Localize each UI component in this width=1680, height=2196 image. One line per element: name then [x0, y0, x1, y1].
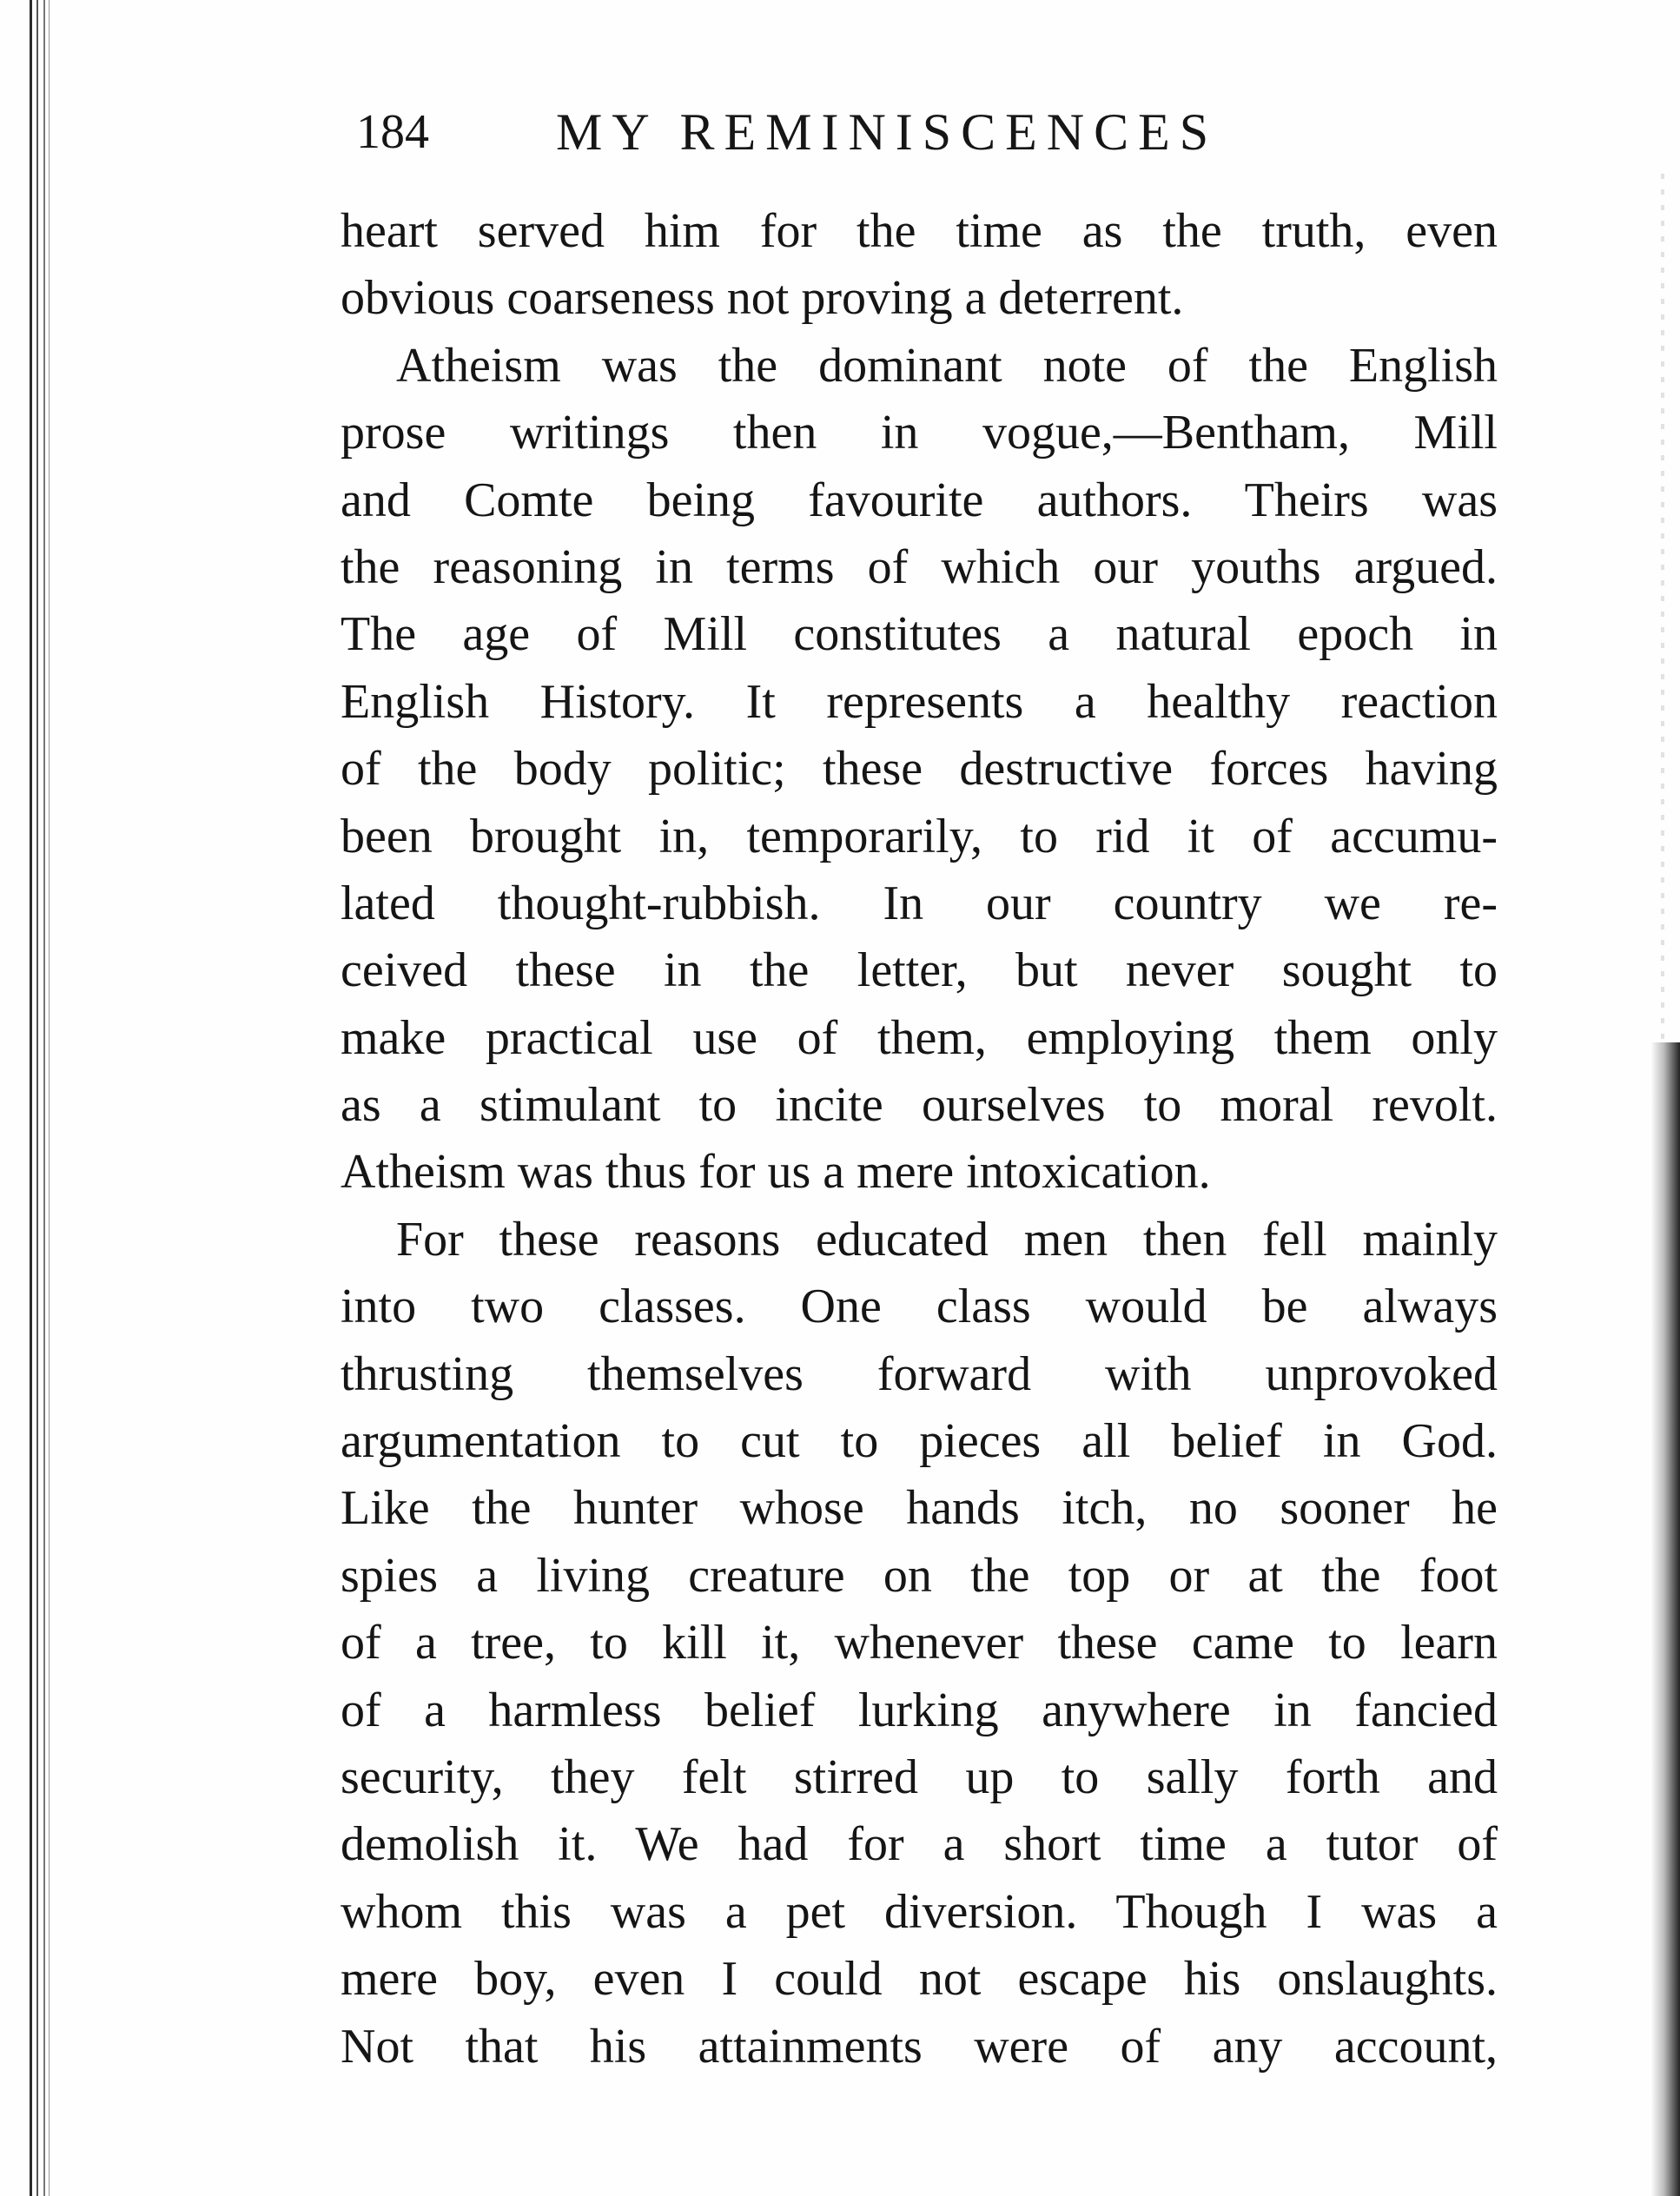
text-line: security, they felt stirred up to sally forth and [341, 1750, 1498, 1804]
text-line: of a harmless belief lurking anywhere in fancied [341, 1683, 1498, 1737]
text-line: Not that his attainments were of any account, [341, 2019, 1498, 2074]
text-line: The age of Mill constitutes a natural epoch in [341, 607, 1498, 662]
text-line: Like the hunter whose hands itch, no sooner he [341, 1481, 1498, 1536]
page-number: 184 [356, 105, 429, 159]
running-head: MY REMINISCENCES [556, 103, 1219, 161]
text-line: of a tree, to kill it, whenever these came to learn [341, 1616, 1498, 1670]
text-line: obvious coarseness not proving a deterrent. [341, 271, 1184, 326]
text-line: argumentation to cut to pieces all belief in God. [341, 1414, 1498, 1469]
binding-line [43, 0, 45, 2196]
text-line: lated thought-rubbish. In our country we re- [341, 876, 1498, 930]
body-text [341, 198, 1498, 2080]
next-page-edge-shadow [1650, 1042, 1680, 2196]
text-line: demolish it. We had for a short time a tutor of [341, 1817, 1498, 1872]
text-line: Atheism was the dominant note of the English [396, 338, 1498, 393]
text-line: as a stimulant to incite ourselves to moral revolt. [341, 1078, 1498, 1133]
text-line: heart served him for the time as the truth, even [341, 204, 1498, 258]
text-line: thrusting themselves forward with unprovoked [341, 1346, 1498, 1401]
text-line: make practical use of them, employing them only [341, 1010, 1498, 1065]
text-line: mere boy, even I could not escape his onslaughts. [341, 1952, 1498, 2007]
page-edge-speckle [1661, 174, 1664, 1042]
text-line: of the body politic; these destructive forces having [341, 742, 1498, 797]
text-line: into two classes. One class would be always [341, 1280, 1498, 1334]
text-line: English History. It represents a healthy reaction [341, 674, 1498, 729]
text-line: the reasoning in terms of which our youths argued. [341, 539, 1498, 594]
text-line: whom this was a pet diversion. Though I was a [341, 1884, 1498, 1939]
text-line: prose writings then in vogue,—Bentham, Mill [341, 406, 1498, 460]
binding-line [30, 0, 32, 2196]
text-line: Atheism was thus for us a mere intoxication. [341, 1145, 1211, 1200]
text-line: For these reasons educated men then fell mainly [396, 1212, 1498, 1267]
text-line: ceived these in the letter, but never sought to [341, 943, 1498, 998]
text-line: and Comte being favourite authors. Theirs was [341, 473, 1498, 527]
text-line: been brought in, temporarily, to rid it of accumu- [341, 809, 1498, 863]
binding-line [49, 0, 50, 2196]
page-header [356, 97, 1294, 167]
binding-line [36, 0, 38, 2196]
text-line: spies a living creature on the top or at the foot [341, 1548, 1498, 1603]
